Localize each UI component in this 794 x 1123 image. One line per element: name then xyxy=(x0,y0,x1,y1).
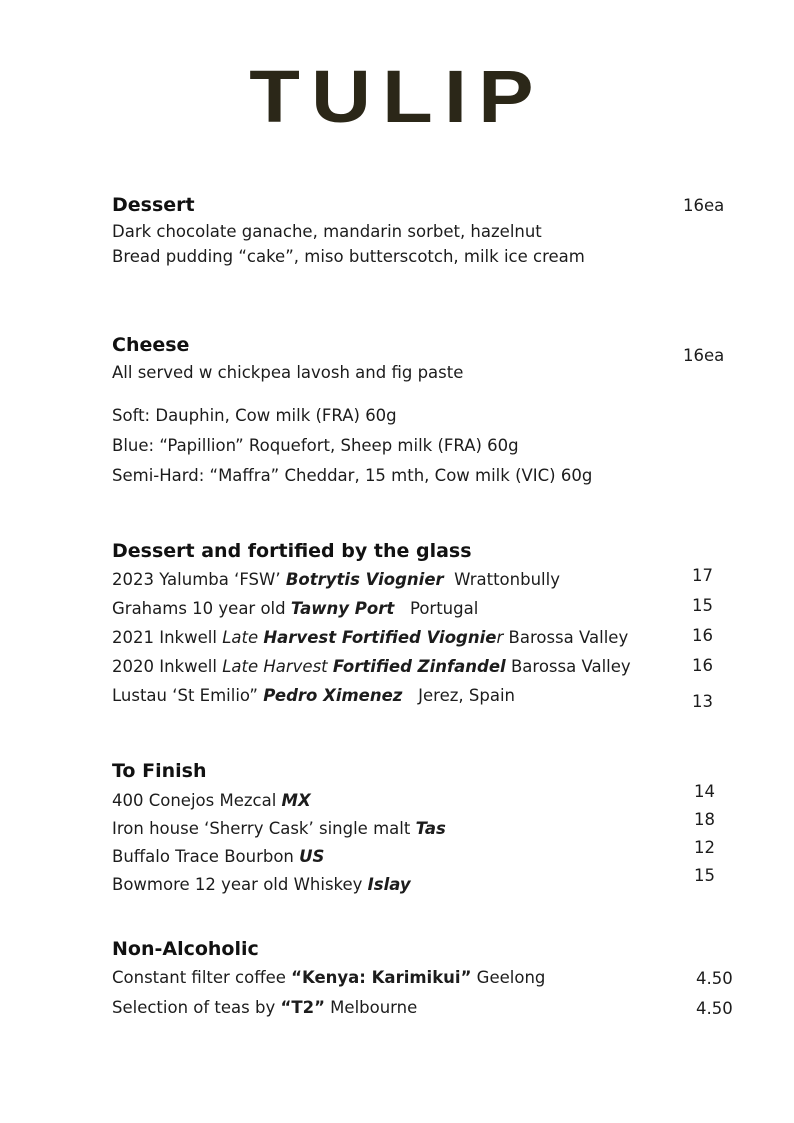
cheese-item: Soft: Dauphin, Cow milk (FRA) 60g xyxy=(112,406,397,425)
fortified-item: Grahams 10 year old Tawny Port Portugal xyxy=(112,599,479,618)
cheese-item: Blue: “Papillion” Roquefort, Sheep milk (FRA) 60g xyxy=(112,436,519,455)
finish-price: 18 xyxy=(694,810,715,829)
fortified-heading: Dessert and fortified by the glass xyxy=(112,540,472,562)
fortified-item: 2023 Yalumba ‘FSW’ Botrytis Viognier Wrattonbully xyxy=(112,570,560,589)
fortified-price: 15 xyxy=(692,596,713,615)
fortified-item: Lustau ‘St Emilio” Pedro Ximenez Jerez, Spain xyxy=(112,686,515,705)
fortified-price: 17 xyxy=(692,566,713,585)
finish-item: Iron house ‘Sherry Cask’ single malt Tas xyxy=(112,819,446,838)
nonalc-price: 4.50 xyxy=(696,969,733,988)
nonalc-item: Selection of teas by “T2” Melbourne xyxy=(112,998,418,1017)
fortified-price: 13 xyxy=(692,692,713,711)
cheese-note: All served w chickpea lavosh and fig paste xyxy=(112,363,464,382)
finish-heading: To Finish xyxy=(112,760,207,782)
dessert-item: Dark chocolate ganache, mandarin sorbet, hazelnut xyxy=(112,222,542,241)
cheese-price: 16ea xyxy=(683,346,725,365)
fortified-price: 16 xyxy=(692,656,713,675)
fortified-price: 16 xyxy=(692,626,713,645)
finish-item: 400 Conejos Mezcal MX xyxy=(112,791,311,810)
fortified-item: 2020 Inkwell Late Harvest Fortified Zinfandel Barossa Valley xyxy=(112,657,631,676)
cheese-item: Semi-Hard: “Maffra” Cheddar, 15 mth, Cow milk (VIC) 60g xyxy=(112,466,593,485)
finish-price: 14 xyxy=(694,782,715,801)
dessert-price: 16ea xyxy=(683,196,725,215)
nonalc-price: 4.50 xyxy=(696,999,733,1018)
dessert-heading: Dessert xyxy=(112,194,195,216)
finish-item: Bowmore 12 year old Whiskey Islay xyxy=(112,875,411,894)
fortified-item: 2021 Inkwell Late Harvest Fortified Viognier Barossa Valley xyxy=(112,628,629,647)
finish-price: 12 xyxy=(694,838,715,857)
cheese-heading: Cheese xyxy=(112,334,190,356)
finish-item: Buffalo Trace Bourbon US xyxy=(112,847,325,866)
nonalc-item: Constant filter coffee “Kenya: Karimikui” Geelong xyxy=(112,968,546,987)
finish-price: 15 xyxy=(694,866,715,885)
dessert-item: Bread pudding “cake”, miso butterscotch, milk ice cream xyxy=(112,247,585,266)
brand-logo: TULIP xyxy=(249,55,545,138)
nonalc-heading: Non-Alcoholic xyxy=(112,938,259,960)
